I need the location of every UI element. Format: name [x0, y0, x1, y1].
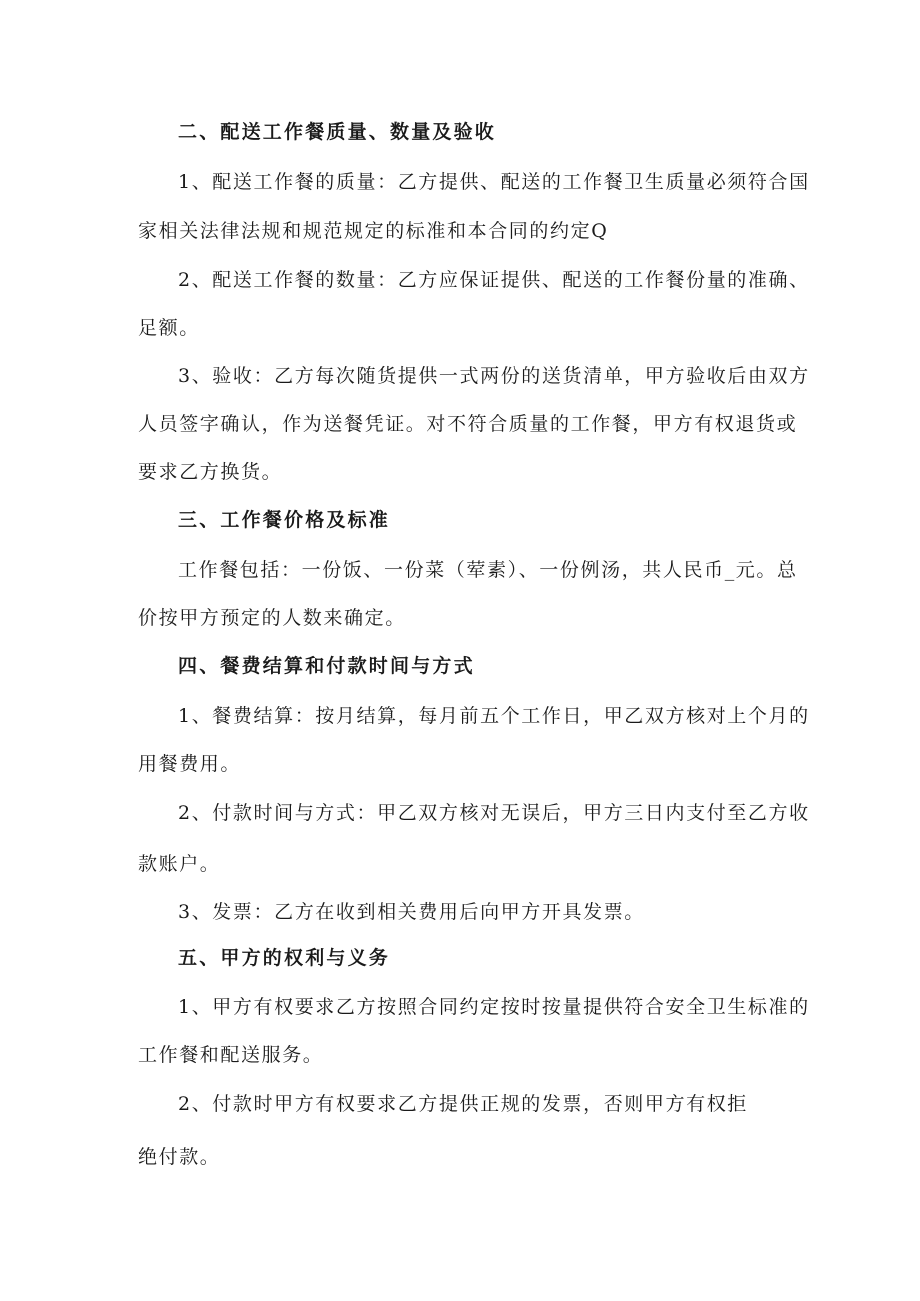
paragraph-line: 人员签字确认，作为送餐凭证。对不符合质量的工作餐，甲方有权退货或	[138, 413, 798, 435]
section-3-heading: 三、工作餐价格及标准	[178, 509, 391, 531]
paragraph-line: 1、配送工作餐的质量：乙方提供、配送的工作餐卫生质量必须符合国	[178, 171, 810, 193]
paragraph-line: 绝付款。	[138, 1146, 221, 1168]
paragraph-line: 3、发票：乙方在收到相关费用后向甲方开具发票。	[178, 901, 645, 923]
paragraph-line: 款账户。	[138, 853, 221, 875]
paragraph-line: 要求乙方换货。	[138, 461, 283, 483]
section-2-heading: 二、配送工作餐质量、数量及验收	[178, 121, 497, 143]
paragraph-line: 家相关法律法规和规范规定的标准和本合同的约定Q	[138, 220, 609, 242]
paragraph-line: 1、甲方有权要求乙方按照合同约定按时按量提供符合安全卫生标准的	[178, 996, 810, 1018]
paragraph-line: 工作餐和配送服务。	[138, 1044, 324, 1066]
paragraph-line: 工作餐包括：一份饭、一份菜（荤素）、一份例汤，共人民币_元。总	[178, 559, 798, 581]
paragraph-line: 用餐费用。	[138, 753, 242, 775]
paragraph-line: 3、验收：乙方每次随货提供一式两份的送货清单，甲方验收后由双方	[178, 365, 810, 387]
section-5-heading: 五、甲方的权利与义务	[178, 947, 391, 969]
paragraph-line: 1、餐费结算：按月结算，每月前五个工作日，甲乙双方核对上个月的	[178, 705, 810, 727]
section-4-heading: 四、餐费结算和付款时间与方式	[178, 655, 475, 677]
paragraph-line: 足额。	[138, 317, 200, 339]
paragraph-line: 2、付款时间与方式：甲乙双方核对无误后，甲方三日内支付至乙方收	[178, 802, 810, 824]
paragraph-line: 2、付款时甲方有权要求乙方提供正规的发票，否则甲方有权拒	[178, 1093, 748, 1115]
paragraph-line: 2、配送工作餐的数量：乙方应保证提供、配送的工作餐份量的准确、	[178, 269, 810, 291]
paragraph-line: 价按甲方预定的人数来确定。	[138, 607, 406, 629]
